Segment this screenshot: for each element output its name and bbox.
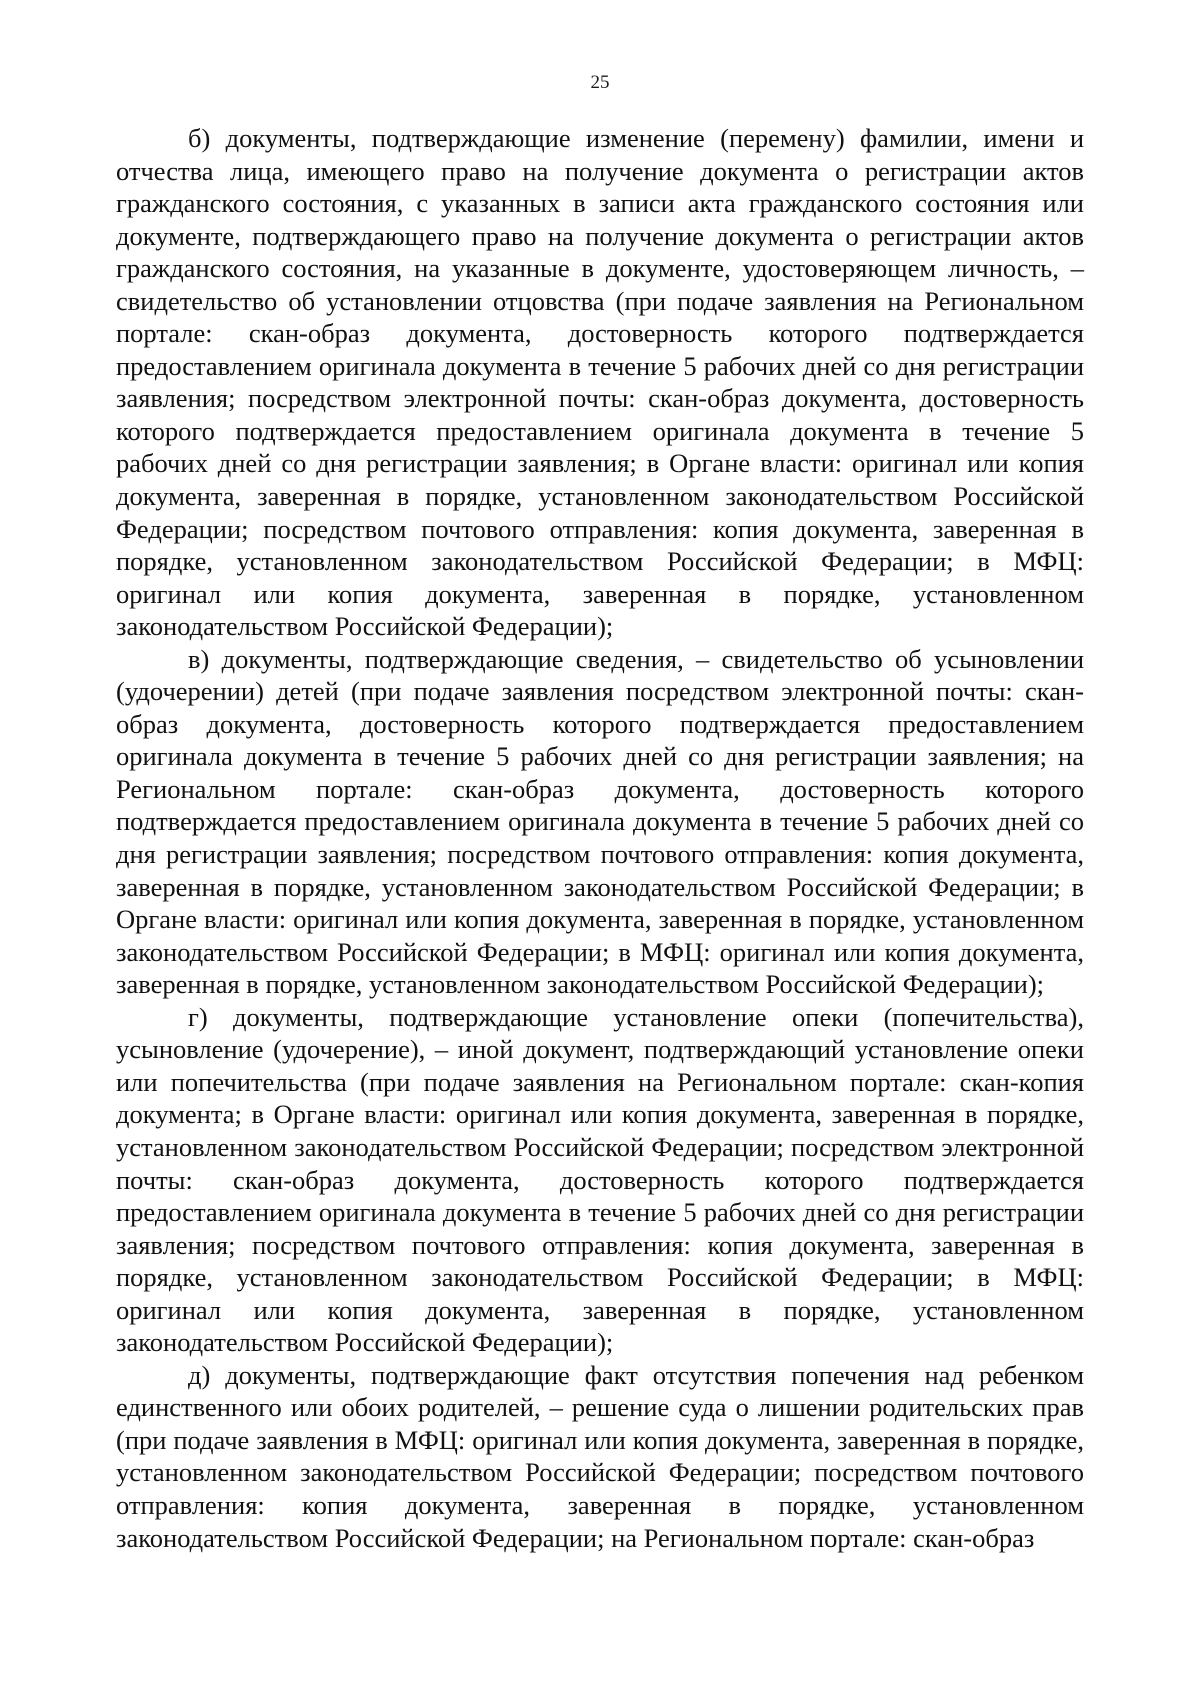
paragraph-g: г) документы, подтверждающие установление опеки (попечительства), усыновление (удочерение), – иной документ, подтверждающий установление опеки или попечительства (при подаче заявления на Региональном портале: скан-копия документа; в Органе власти: оригинал или копия документа, заверенная в порядке, установленном законодательством Российской Федерации; посредством электронной почты: скан-образ документа, достоверность которого подтверждается предоставлением оригинала документа в течение 5 рабочих дней со дня регистрации заявления; посредством почтового отправления: копия документа, заверенная в порядке, установленном законодательством Российской Федерации; в МФЦ: оригинал или копия документа, заверенная в порядке, установленном законодательством Российской Федерации);: [116, 1001, 1084, 1358]
paragraph-d: д) документы, подтверждающие факт отсутствия попечения над ребенком единственного или обоих родителей, – решение суда о лишении родительских прав (при подаче заявления в МФЦ: оригинал или копия документа, заверенная в порядке, установленном законодательством Российской Федерации; посредством почтового отправления: копия документа, заверенная в порядке, установленном законодательством Российской Федерации; на Региональном портале: скан-образ: [116, 1359, 1084, 1553]
paragraph-v: в) документы, подтверждающие сведения, – свидетельство об усыновлении (удочерении) детей (при подаче заявления посредством электронной почты: скан-образ документа, достоверность которого подтверждается предоставлением оригинала документа в течение 5 рабочих дней со дня регистрации заявления; на Региональном портале: скан-образ документа, достоверность которого подтверждается предоставлением оригинала документа в течение 5 рабочих дней со дня регистрации заявления; посредством почтового отправления: копия документа, заверенная в порядке, установленном законодательством Российской Федерации; в Органе власти: оригинал или копия документа, заверенная в порядке, установленном законодательством Российской Федерации; в МФЦ: оригинал или копия документа, заверенная в порядке, установленном законодательством Российской Федерации);: [116, 643, 1084, 1000]
page-number: 25: [590, 72, 610, 93]
paragraph-b: б) документы, подтверждающие изменение (перемену) фамилии, имени и отчества лица, имеющего право на получение документа о регистрации актов гражданского состояния, с указанных в записи акта гражданского состояния или документе, подтверждающего право на получение документа о регистрации актов гражданского состояния, на указанные в документе, удостоверяющем личность, – свидетельство об установлении отцовства (при подаче заявления на Региональном портале: скан-образ документа, достоверность которого подтверждается предоставлением оригинала документа в течение 5 рабочих дней со дня регистрации заявления; посредством электронной почты: скан-образ документа, достоверность которого подтверждается предоставлением оригинала документа в течение 5 рабочих дней со дня регистрации заявления; в Органе власти: оригинал или копия документа, заверенная в порядке, установленном законодательством Российской Федерации; посредством почтового отправления: копия документа, заверенная в порядке, установленном законодательством Российской Федерации; в МФЦ: оригинал или копия документа, заверенная в порядке, установленном законодательством Российской Федерации);: [116, 123, 1084, 642]
document-body: [116, 122, 1084, 1554]
